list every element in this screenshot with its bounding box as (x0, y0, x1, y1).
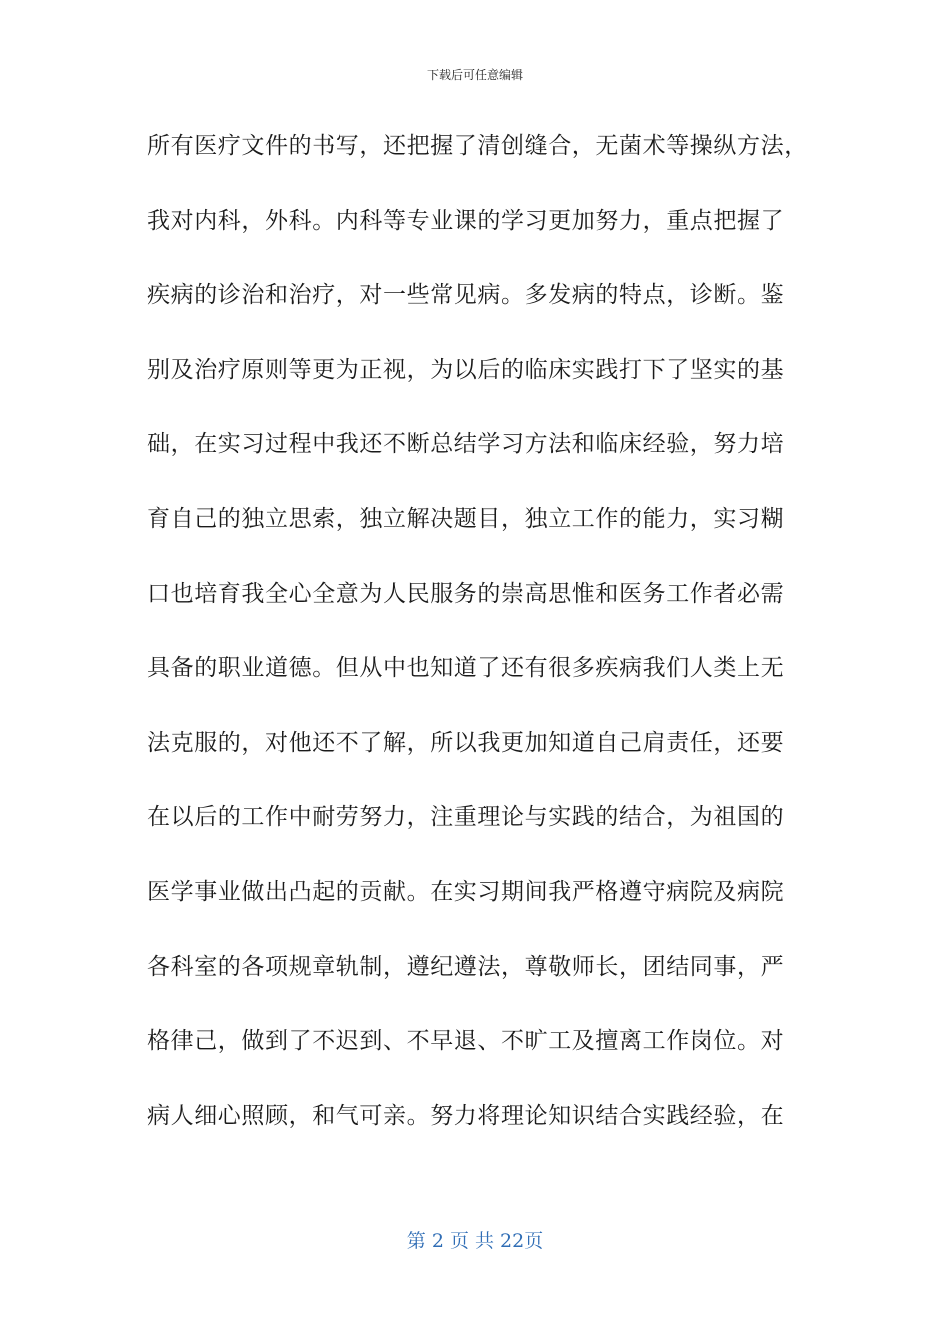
text-line: 医学事业做出凸起的贡献。在实习期间我严格遵守病院及病院 (147, 878, 785, 905)
text-line: 别及治疗原则等更为正视，为以后的临床实践打下了坚实的基 (147, 356, 785, 383)
text-line: 础，在实习过程中我还不断总结学习方法和临床经验，努力培 (147, 431, 785, 458)
text-line: 病人细心照顾，和气可亲。努力将理论知识结合实践经验，在 (147, 1102, 785, 1129)
text-line: 在以后的工作中耐劳努力，注重理论与实践的结合，为祖国的 (147, 804, 785, 831)
page-number: 第 2 页 共 22页 (406, 1230, 544, 1252)
text-line: 法克服的，对他还不了解，所以我更加知道自己肩责任，还要 (147, 729, 785, 756)
text-line: 育自己的独立思索，独立解决题目，独立工作的能力，实习糊 (147, 505, 785, 532)
document-body (147, 124, 807, 1168)
text-line: 各科室的各项规章轨制，遵纪遵法，尊敬师长，团结同事，严 (147, 953, 785, 980)
text-line: 格律己，做到了不迟到、不早退、不旷工及擅离工作岗位。对 (147, 1028, 785, 1055)
text-line: 具备的职业道德。但从中也知道了还有很多疾病我们人类上无 (147, 655, 785, 682)
text-line: 我对内科，外科。内科等专业课的学习更加努力，重点把握了 (147, 207, 785, 234)
text-line: 所有医疗文件的书写，还把握了清创缝合，无菌术等操纵方法， (147, 133, 808, 159)
header-note: 下载后可任意编辑 (426, 68, 523, 82)
text-line: 疾病的诊治和治疗，对一些常见病。多发病的特点，诊断。鉴 (147, 282, 785, 309)
text-line: 口也培育我全心全意为人民服务的崇高思惟和医务工作者必需 (147, 580, 785, 607)
